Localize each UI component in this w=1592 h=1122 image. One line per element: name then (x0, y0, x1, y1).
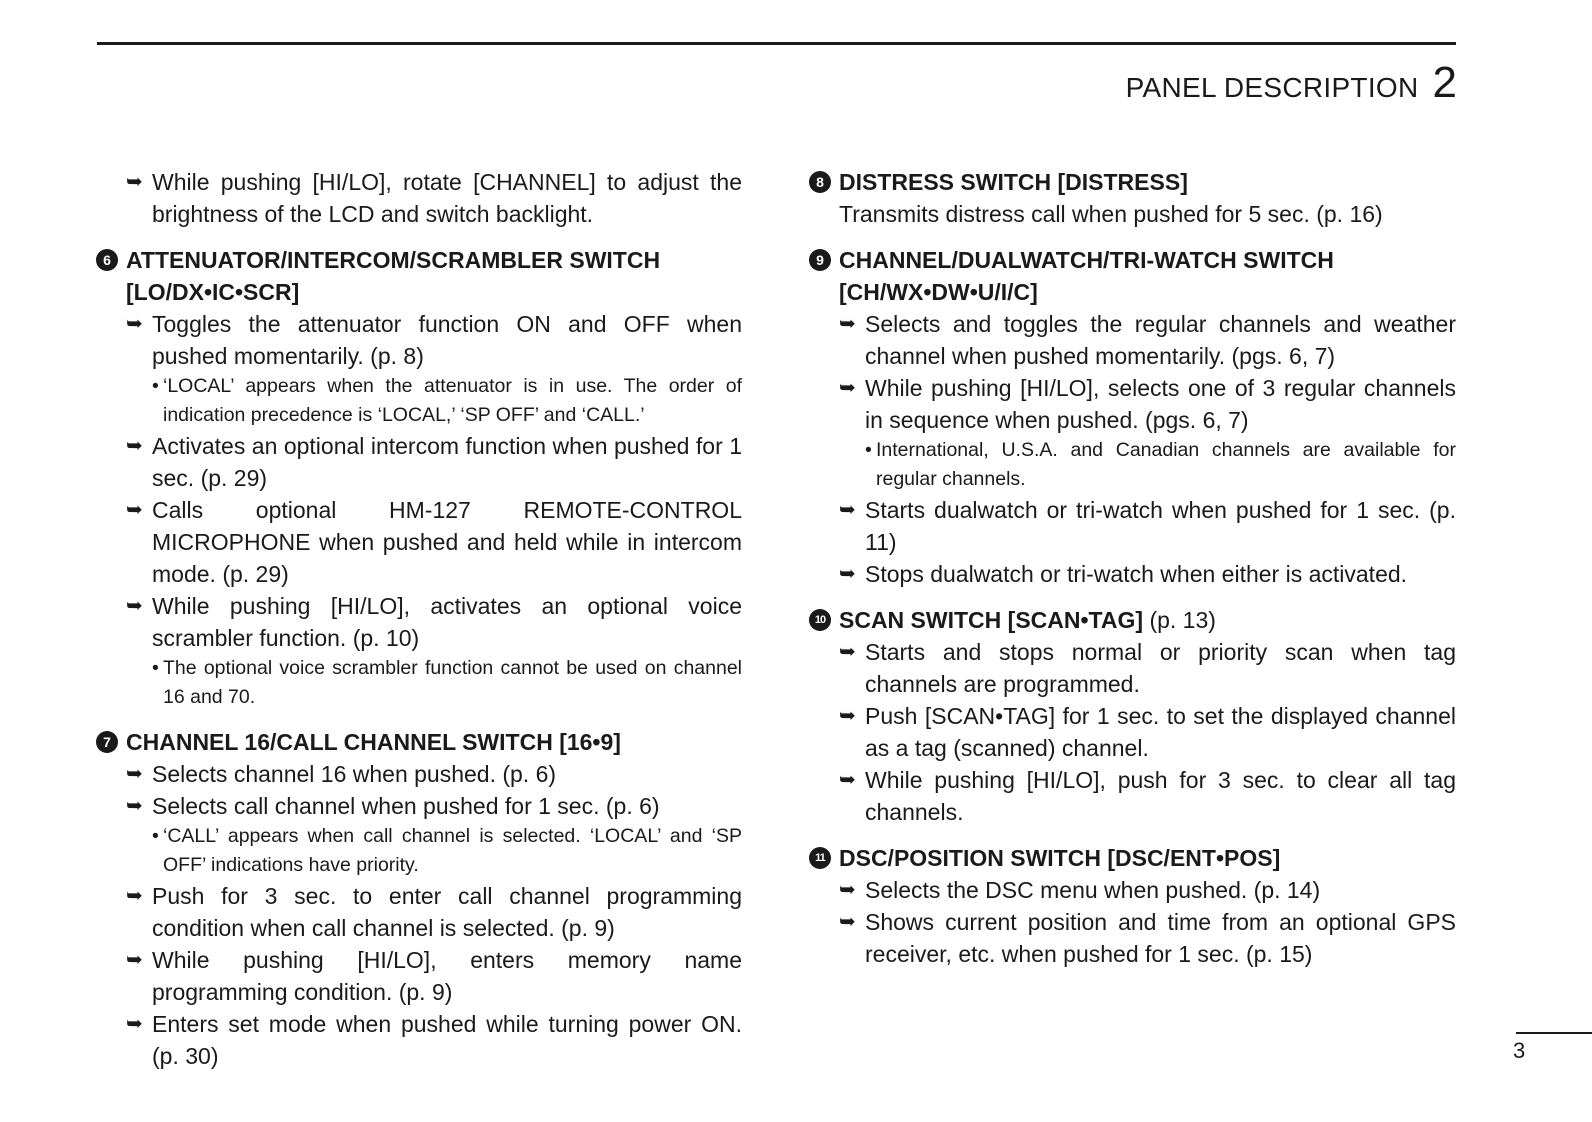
header-title: PANEL DESCRIPTION (1125, 72, 1419, 103)
note-dot: • (152, 375, 159, 397)
bullet-text: Push for 3 sec. to enter call channel programming condition when call channel is selected. (p. 9) (152, 883, 742, 941)
bullet-text: Starts dualwatch or tri-watch when pushed for 1 sec. (p. 11) (865, 497, 1456, 555)
bullet-text: Toggles the attenuator function ON and OFF when pushed momentarily. (p. 8) (152, 311, 742, 369)
section-description: Transmits distress call when pushed for 5 sec. (p. 16) (839, 201, 1383, 227)
note-item (809, 436, 1456, 494)
number-badge-icon: 10 (809, 609, 831, 631)
bullet-item (809, 636, 1456, 700)
section-6 (96, 244, 742, 712)
bullet-item (96, 880, 742, 944)
bullet-item (809, 558, 1456, 590)
bullet-item (96, 430, 742, 494)
page-number: 3 (1513, 1038, 1526, 1063)
bullet-item (809, 874, 1456, 906)
bullet-item (96, 790, 742, 822)
heading-text: DSC/POSITION SWITCH [DSC/ENT•POS] (839, 845, 1281, 871)
bullet-text: While pushing [HI/LO], rotate [CHANNEL] to adjust the brightness of the LCD and switch backlight. (152, 169, 742, 227)
note-item (96, 654, 742, 712)
bullet-text: Push [SCAN•TAG] for 1 sec. to set the displayed channel as a tag (scanned) channel. (865, 703, 1456, 761)
header-rule (97, 42, 1456, 45)
number-badge-icon: 8 (809, 171, 831, 193)
footer-rule (1516, 1032, 1592, 1034)
heading-text: ATTENUATOR/INTERCOM/SCRAMBLER SWITCH [LO/DX•IC•SCR] (126, 247, 661, 305)
note-dot: • (152, 657, 159, 679)
section-10 (809, 604, 1456, 828)
page-reference: (p. 13) (1149, 607, 1216, 633)
section-heading (96, 726, 742, 758)
note-text: The optional voice scrambler function cannot be used on channel 16 and 70. (163, 657, 742, 708)
chapter-number: 2 (1432, 58, 1457, 107)
bullet-item (96, 494, 742, 590)
arrow-icon: ➥ (126, 885, 143, 907)
arrow-icon: ➥ (126, 1013, 143, 1035)
bullet-text: Calls optional HM-127 REMOTE-CONTROL MICROPHONE when pushed and held while in intercom mode. (p. 29) (152, 497, 742, 587)
continued-items (96, 166, 742, 230)
number-badge-icon: 7 (96, 731, 118, 753)
bullet-item (96, 1008, 742, 1072)
number-badge-icon: 9 (809, 249, 831, 271)
bullet-text: Activates an optional intercom function when pushed for 1 sec. (p. 29) (152, 433, 742, 491)
note-item (96, 822, 742, 880)
bullet-text: Starts and stops normal or priority scan when tag channels are programmed. (865, 639, 1456, 697)
heading-text: DISTRESS SWITCH [DISTRESS] (839, 169, 1188, 195)
section-11 (809, 842, 1456, 970)
arrow-icon: ➥ (839, 499, 856, 521)
arrow-icon: ➥ (839, 705, 856, 727)
arrow-icon: ➥ (839, 313, 856, 335)
note-text: ‘CALL’ appears when call channel is selected. ‘LOCAL’ and ‘SP OFF’ indications have priority. (163, 825, 742, 876)
number-badge-icon: 11 (809, 847, 831, 869)
number-badge-icon: 6 (96, 249, 118, 271)
bullet-text: Stops dualwatch or tri-watch when either is activated. (865, 561, 1408, 587)
right-column (809, 166, 1456, 984)
bullet-item (96, 166, 742, 230)
section-7 (96, 726, 742, 1072)
section-heading (809, 166, 1456, 198)
section-heading (809, 244, 1456, 308)
arrow-icon: ➥ (126, 595, 143, 617)
bullet-item (809, 700, 1456, 764)
arrow-icon: ➥ (839, 563, 856, 585)
arrow-icon: ➥ (126, 763, 143, 785)
arrow-icon: ➥ (839, 911, 856, 933)
bullet-text: While pushing [HI/LO], selects one of 3 regular channels in sequence when pushed. (pgs. 6, 7) (865, 375, 1456, 433)
bullet-item (809, 494, 1456, 558)
note-dot: • (865, 439, 872, 461)
section-heading (809, 842, 1456, 874)
bullet-text: Enters set mode when pushed while turning power ON. (p. 30) (152, 1011, 742, 1069)
heading-text: SCAN SWITCH [SCAN•TAG] (839, 607, 1144, 633)
arrow-icon: ➥ (839, 641, 856, 663)
arrow-icon: ➥ (126, 949, 143, 971)
page-header (1126, 58, 1457, 108)
note-item (96, 372, 742, 430)
arrow-icon: ➥ (839, 377, 856, 399)
note-dot: • (152, 825, 159, 847)
bullet-text: Selects and toggles the regular channels and weather channel when pushed momentarily. (pgs. 6, 7) (865, 311, 1456, 369)
bullet-item (809, 764, 1456, 828)
arrow-icon: ➥ (126, 171, 143, 193)
arrow-icon: ➥ (126, 435, 143, 457)
arrow-icon: ➥ (126, 313, 143, 335)
bullet-item (96, 944, 742, 1008)
bullet-text: Selects channel 16 when pushed. (p. 6) (152, 761, 557, 787)
bullet-item (809, 906, 1456, 970)
bullet-item (809, 308, 1456, 372)
bullet-item (96, 758, 742, 790)
left-column (96, 166, 742, 1086)
bullet-text: While pushing [HI/LO], push for 3 sec. to clear all tag channels. (865, 767, 1456, 825)
bullet-text: While pushing [HI/LO], activates an optional voice scrambler function. (p. 10) (152, 593, 742, 651)
arrow-icon: ➥ (126, 499, 143, 521)
section-9 (809, 244, 1456, 590)
arrow-icon: ➥ (839, 769, 856, 791)
section-heading (96, 244, 742, 308)
heading-text: CHANNEL/DUALWATCH/TRI-WATCH SWITCH [CH/WX•DW•U/I/C] (839, 247, 1334, 305)
section-8 (809, 166, 1456, 230)
bullet-item (809, 372, 1456, 436)
bullet-item (96, 308, 742, 372)
bullet-text: While pushing [HI/LO], enters memory name programming condition. (p. 9) (152, 947, 742, 1005)
bullet-text: Selects call channel when pushed for 1 sec. (p. 6) (152, 793, 660, 819)
section-heading (809, 604, 1456, 636)
bullet-text: Shows current position and time from an optional GPS receiver, etc. when pushed for 1 sec. (p. 15) (865, 909, 1456, 967)
bullet-item (96, 590, 742, 654)
note-text: International, U.S.A. and Canadian channels are available for regular channels. (876, 439, 1456, 490)
arrow-icon: ➥ (839, 879, 856, 901)
note-text: ‘LOCAL’ appears when the attenuator is in use. The order of indication precedence is ‘LOCAL,’ ‘SP OFF’ and ‘CALL.’ (163, 375, 742, 426)
arrow-icon: ➥ (126, 795, 143, 817)
bullet-text: Selects the DSC menu when pushed. (p. 14) (865, 877, 1321, 903)
heading-text: CHANNEL 16/CALL CHANNEL SWITCH [16•9] (126, 729, 621, 755)
